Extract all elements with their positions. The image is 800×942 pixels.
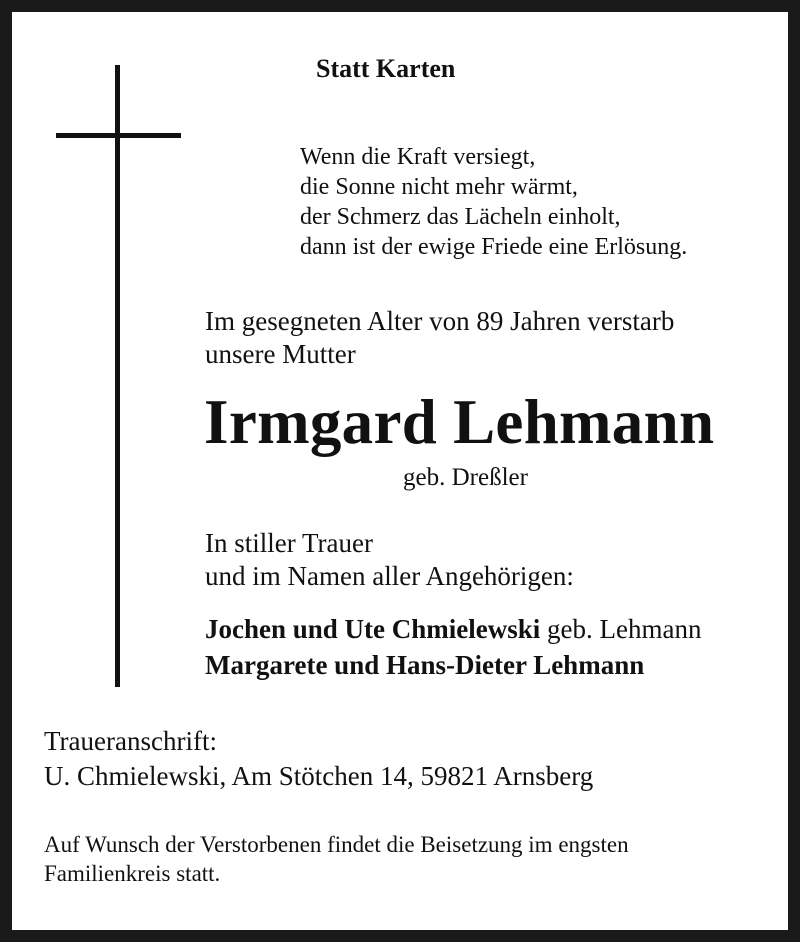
poem-line: der Schmerz das Lächeln einholt, — [300, 204, 621, 230]
funeral-note-line: Familienkreis statt. — [44, 861, 221, 886]
cross-horizontal-bar — [56, 133, 181, 138]
deceased-name: Irmgard Lehmann — [204, 387, 715, 457]
intro-line: unsere Mutter — [205, 339, 356, 369]
intro-line: Im gesegneten Alter von 89 Jahren verstarb — [205, 306, 675, 336]
maiden-name: geb. Dreßler — [403, 464, 528, 491]
mourning-line: und im Namen aller Angehörigen: — [205, 561, 574, 591]
mourning-text — [205, 527, 574, 593]
mourning-address — [44, 724, 593, 794]
heading-statt-karten: Statt Karten — [316, 54, 456, 83]
address-line: U. Chmielewski, Am Stötchen 14, 59821 Arnsberg — [44, 761, 594, 791]
cross-vertical-bar — [115, 65, 120, 687]
funeral-note — [44, 830, 629, 888]
address-label: Traueranschrift: — [44, 726, 217, 756]
family-list — [205, 611, 701, 683]
poem-line: die Sonne nicht mehr wärmt, — [300, 174, 578, 200]
poem-line: dann ist der ewige Friede eine Erlösung. — [300, 234, 688, 260]
funeral-note-line: Auf Wunsch der Verstorbenen findet die Beisetzung im engsten — [44, 832, 629, 857]
family-member-line — [205, 647, 701, 683]
family-member-names: Jochen und Ute Chmielewski — [205, 614, 541, 644]
announcement-intro — [205, 305, 674, 371]
family-member-line — [205, 611, 701, 647]
mourning-line: In stiller Trauer — [205, 528, 373, 558]
family-member-suffix: geb. Lehmann — [540, 614, 702, 644]
poem-line: Wenn die Kraft versiegt, — [300, 144, 536, 170]
family-member-names: Margarete und Hans-Dieter Lehmann — [205, 650, 645, 680]
poem — [300, 142, 687, 262]
